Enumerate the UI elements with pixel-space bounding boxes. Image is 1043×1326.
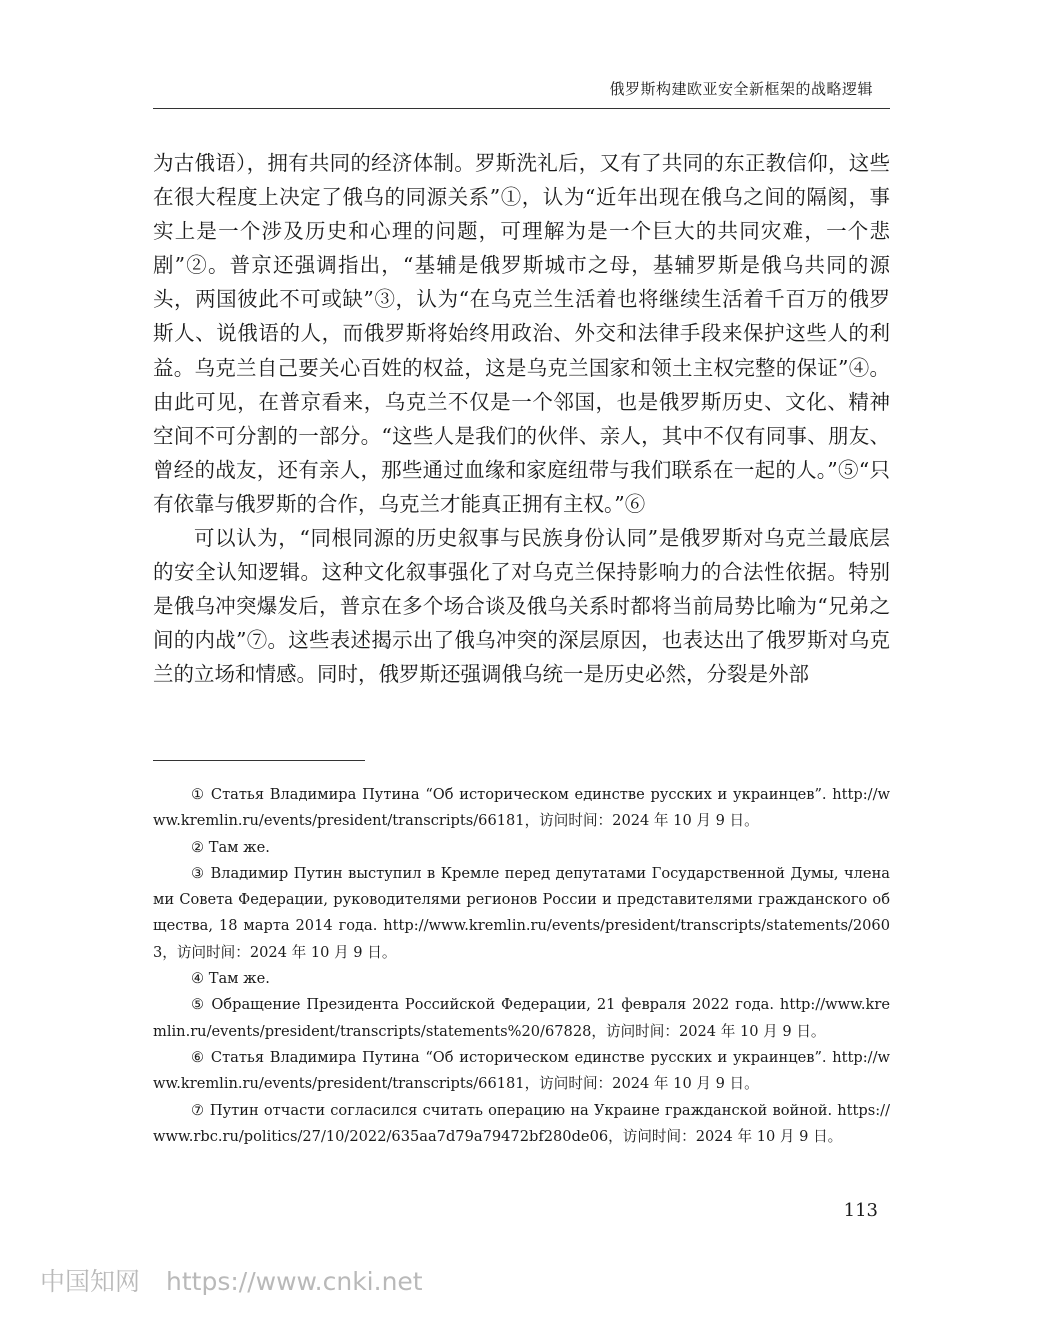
- watermark-brand: 中国知网: [40, 1267, 141, 1296]
- body-text: [153, 146, 890, 692]
- running-header-title: 俄罗斯构建欧亚安全新框架的战略逻辑: [609, 80, 873, 98]
- footnote-4: ④ Там же.: [191, 970, 270, 988]
- footnote-1: ① Статья Владимира Путина “Об историческом единстве русских и украинцев”. http://www.kremlin.ru/events/president/transcripts/66181，访问时间：2024 年 10 月 9 日。: [153, 786, 890, 830]
- footnote-3: ③ Владимир Путин выступил в Кремле перед депутатами Государственной Думы, членами Совета Федерации, руководителями регионов России и представителями гражданского общества, 18 марта 2014 года. http://www.kremlin.ru/events/president/transcripts/statements/20603，访问时间：2024 年 10 月 9 日。: [153, 864, 890, 961]
- body-paragraph: 为古俄语），拥有共同的经济体制。罗斯洗礼后，又有了共同的东正教信仰，这些在很大程度上决定了俄乌的同源关系”①，认为“近年出现在俄乌之间的隔阂，事实上是一个涉及历史和心理的问题，可理解为是一个巨大的共同灾难，一个悲剧”②。普京还强调指出，“基辅是俄罗斯城市之母，基辅罗斯是俄乌共同的源头，两国彼此不可或缺”③，认为“在乌克兰生活着也将继续生活着千百万的俄罗斯人、说俄语的人，而俄罗斯将始终用政治、外交和法律手段来保护这些人的利益。乌克兰自己要关心百姓的权益，这是乌克兰国家和领土主权完整的保证”④。由此可见，在普京看来，乌克兰不仅是一个邻国，也是俄罗斯历史、文化、精神空间不可分割的一部分。“这些人是我们的伙伴、亲人，其中不仅有同事、朋友、曾经的战友，还有亲人，那些通过血缘和家庭纽带与我们联系在一起的人。”⑤“只有依靠与俄罗斯的合作，乌克兰才能真正拥有主权。”⑥: [153, 151, 890, 516]
- page-number: 113: [843, 1200, 878, 1221]
- footnote-2: ② Там же.: [191, 838, 270, 856]
- footnote-divider: [153, 760, 365, 761]
- footnote-6: ⑥ Статья Владимира Путина “Об историческом единстве русских и украинцев”. http://www.kremlin.ru/events/president/transcripts/66181，访问时间：2024 年 10 月 9 日。: [153, 1048, 890, 1093]
- body-paragraph: 可以认为，“同根同源的历史叙事与民族身份认同”是俄罗斯对乌克兰最底层的安全认知逻辑。这种文化叙事强化了对乌克兰保持影响力的合法性依据。特别是俄乌冲突爆发后，普京在多个场合谈及俄乌关系时都将当前局势比喻为“兄弟之间的内战”⑦。这些表述揭示出了俄乌冲突的深层原因，也表达出了俄罗斯对乌克兰的立场和情感。同时，俄罗斯还强调俄乌统一是历史必然，分裂是外部: [153, 526, 890, 687]
- watermark-url: https://www.cnki.net: [166, 1267, 423, 1296]
- footnote-5: ⑤ Обращение Президента Российской Федерации, 21 февраля 2022 года. http://www.kremlin.ru/events/president/transcripts/statements%20/67828，访问时间：2024 年 10 月 9 日。: [153, 996, 890, 1040]
- footnote-7: ⑦ Путин отчасти согласился считать операцию на Украине гражданской войной. https://www.rbc.ru/politics/27/10/2022/635aa7d79a79472bf280de06，访问时间：2024 年 10 月 9 日。: [153, 1101, 890, 1145]
- cnki-watermark: [40, 1262, 423, 1298]
- header-divider: [153, 108, 890, 109]
- footnotes: [153, 782, 890, 1150]
